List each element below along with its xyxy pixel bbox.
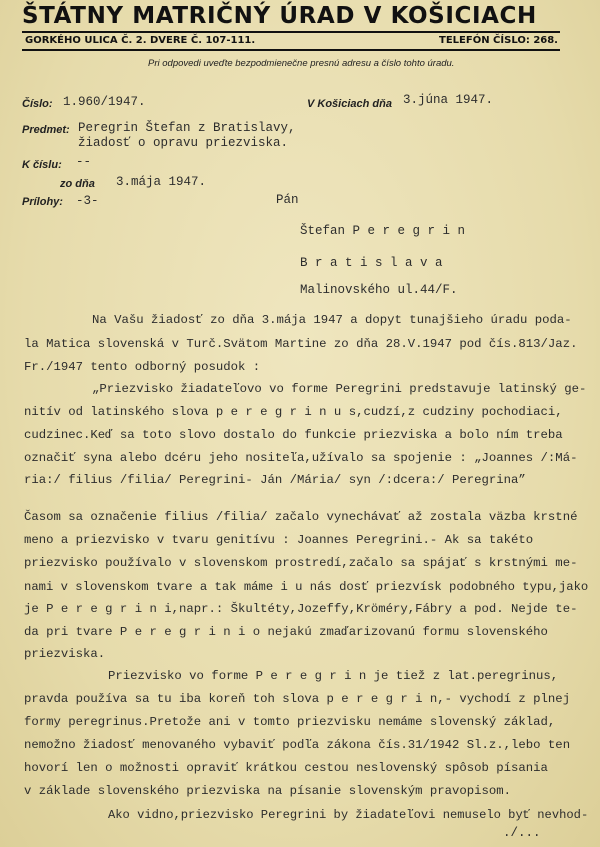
body-line: v základe slovenského priezviska na písanie slovenským pravopisom. xyxy=(24,784,512,798)
k-cislu-label: K číslu: xyxy=(22,159,62,171)
letterhead-rule-bottom xyxy=(22,49,560,51)
body-line: nemožno žiadosť menovaného vybaviť podľa zákona čís.31/1942 Sl.z.,lebo ten xyxy=(24,738,571,752)
body-line: da pri tvare P e r e g r i n i o nejakú zmaďarizovanú formu slovenského xyxy=(24,625,548,639)
prilohy-value: -3- xyxy=(76,194,99,208)
body-line: priezvisko používalo v slovenskom prostredí,začalo sa spájať s krstnými me- xyxy=(24,556,578,570)
office-address: GORKÉHO ULICA Č. 2. DVERE Č. 107-111. xyxy=(25,35,256,46)
cislo-label: Číslo: xyxy=(22,98,53,110)
prilohy-label: Prílohy: xyxy=(22,196,63,208)
body-line: Časom sa označenie filius /filia/ začalo vynechávať až zostala väzba krstné xyxy=(24,510,578,524)
city-label: V Košiciach dňa xyxy=(307,98,392,110)
body-line: označiť syna alebo dcéru jeho nositeľa,užívalo sa spojenie : „Joannes /:Má- xyxy=(24,451,578,465)
addressee-city: B r a t i s l a v a xyxy=(300,256,443,270)
body-line: pravda používa sa tu iba koreň toh slova p e r e g r i n,- vychodí z plnej xyxy=(24,692,571,706)
body-line: formy peregrinus.Pretože ani v tomto priezvisku nemáme slovenský základ, xyxy=(24,715,556,729)
body-line: je P e r e g r i n i,napr.: Škultéty,Jozeffy,Kröméry,Fábry a pod. Nejde te- xyxy=(24,602,578,616)
addressee-street: Malinovského ul.44/F. xyxy=(300,283,458,297)
predmet-label: Predmet: xyxy=(22,124,70,136)
body-line: meno a priezvisko v tvaru genitívu : Joannes Peregrini.- Ak sa takéto xyxy=(24,533,534,547)
page-continuation: ./... xyxy=(503,826,541,840)
body-line: la Matica slovenská v Turč.Svätom Martine zo dňa 28.V.1947 pod čís.813/Jaz. xyxy=(24,337,578,351)
body-line: nitív od latinského slova p e r e g r i n u s,cudzí,z cudziny pochodiaci, xyxy=(24,405,563,419)
letterhead-rule-top xyxy=(22,31,560,33)
office-title: ŠTÁTNY MATRIČNÝ ÚRAD V KOŠICIACH xyxy=(22,3,537,29)
office-phone: TELEFÓN ČÍSLO: 268. xyxy=(439,35,558,46)
body-line: hovorí len o možnosti opraviť krátkou cestou neslovenský spôsob písania xyxy=(24,761,548,775)
body-line: Na Vašu žiadosť zo dňa 3.mája 1947 a dopyt tunajšieho úradu poda- xyxy=(92,313,572,327)
body-line: priezviska. xyxy=(24,647,106,661)
body-line: ria:/ filius /filia/ Peregrini- Ján /Mária/ syn /:dcera:/ Peregrina” xyxy=(24,473,526,487)
zo-dna-value: 3.mája 1947. xyxy=(116,175,207,189)
k-cislu-value: -- xyxy=(76,155,92,169)
body-line: „Priezvisko žiadateľovo vo forme Peregrini predstavuje latinský ge- xyxy=(92,382,587,396)
reply-note: Pri odpovedi uveďte bezpodmienečne presnú adresu a číslo tohto úradu. xyxy=(148,58,455,69)
addressee-name: Štefan P e r e g r i n xyxy=(300,224,466,238)
body-line: cudzinec.Keď sa toto slovo dostalo do funkcie priezviska a bolo ním treba xyxy=(24,428,563,442)
body-line: Fr./1947 tento odborný posudok : xyxy=(24,360,261,374)
salutation: Pán xyxy=(276,193,299,207)
predmet-line1: Peregrin Štefan z Bratislavy, xyxy=(78,121,296,135)
date-value: 3.júna 1947. xyxy=(403,93,494,107)
zo-dna-label: zo dňa xyxy=(60,178,95,190)
body-line: Priezvisko vo forme P e r e g r i n je tiež z lat.peregrinus, xyxy=(108,669,559,683)
body-line: nami v slovenskom tvare a tak máme i u nás dosť priezvísk podobného typu,jako xyxy=(24,580,589,594)
cislo-value: 1.960/1947. xyxy=(63,95,146,109)
predmet-line2: žiadosť o opravu priezviska. xyxy=(78,136,289,150)
body-line: Ako vidno,priezvisko Peregrini by žiadateľovi nemuselo byť nevhod- xyxy=(108,808,589,822)
